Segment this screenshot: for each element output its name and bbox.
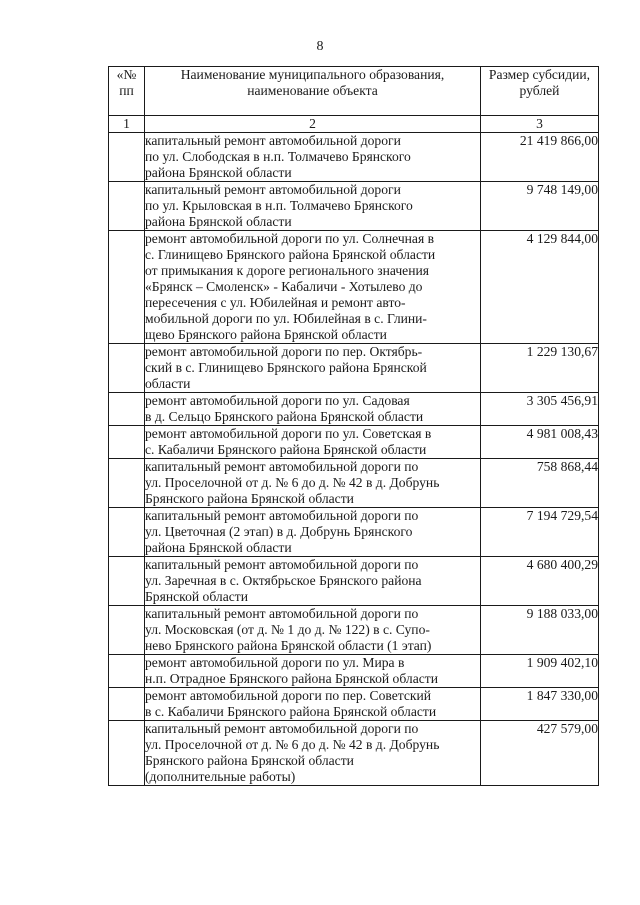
object-name-line: капитальный ремонт автомобильной дороги по — [145, 557, 419, 572]
subsidy-amount-cell: 1 847 330,00 — [481, 688, 599, 721]
column-number: 1 — [109, 116, 145, 133]
object-name-line: с. Глинищево Брянского района Брянской области — [145, 247, 436, 262]
subsidy-amount-cell: 9 748 149,00 — [481, 182, 599, 231]
row-number-cell — [109, 344, 145, 393]
row-number-cell — [109, 688, 145, 721]
subsidy-amount-cell: 4 680 400,29 — [481, 557, 599, 606]
object-name-line: ремонт автомобильной дороги по ул. Солнечная в — [145, 231, 435, 246]
subsidy-amount-cell: 1 909 402,10 — [481, 655, 599, 688]
object-name-line: (дополнительные работы) — [145, 769, 296, 784]
object-name-line: нево Брянского района Брянской области (1 этап) — [145, 638, 432, 653]
object-name-line: с. Кабаличи Брянского района Брянской области — [145, 442, 427, 457]
object-name-line: мобильной дороги по ул. Юбилейная в с. Глини- — [145, 311, 427, 326]
table-header-row — [109, 67, 599, 116]
header-text-line: пп — [119, 83, 134, 98]
header-text-line: Наименование муниципального образования, — [180, 67, 445, 82]
object-name-cell — [145, 606, 481, 655]
table-row — [109, 231, 599, 344]
table-body — [109, 133, 599, 786]
object-name-line: капитальный ремонт автомобильной дороги по — [145, 508, 419, 523]
header-number — [109, 67, 145, 116]
subsidy-amount-cell: 4 981 008,43 — [481, 426, 599, 459]
table-row — [109, 655, 599, 688]
table-row — [109, 508, 599, 557]
table-row — [109, 393, 599, 426]
table-row — [109, 688, 599, 721]
object-name-line: района Брянской области — [145, 214, 292, 229]
table-row — [109, 133, 599, 182]
object-name-line: по ул. Слободская в н.п. Толмачево Брянского — [145, 149, 411, 164]
subsidy-amount-cell: 7 194 729,54 — [481, 508, 599, 557]
object-name-line: района Брянской области — [145, 165, 292, 180]
header-amount — [481, 67, 599, 116]
object-name-line: в с. Кабаличи Брянского района Брянской области — [145, 704, 437, 719]
row-number-cell — [109, 426, 145, 459]
subsidy-amount-cell: 9 188 033,00 — [481, 606, 599, 655]
row-number-cell — [109, 655, 145, 688]
object-name-line: капитальный ремонт автомобильной дороги — [145, 182, 401, 197]
object-name-cell — [145, 393, 481, 426]
object-name-cell — [145, 557, 481, 606]
row-number-cell — [109, 557, 145, 606]
object-name-line: ул. Проселочной от д. № 6 до д. № 42 в д. Добрунь — [145, 737, 440, 752]
subsidy-amount-cell: 4 129 844,00 — [481, 231, 599, 344]
column-number: 2 — [145, 116, 481, 133]
object-name-line: капитальный ремонт автомобильной дороги по — [145, 721, 419, 736]
object-name-line: ремонт автомобильной дороги по ул. Советская в — [145, 426, 432, 441]
object-name-line: ремонт автомобильной дороги по ул. Садовая — [145, 393, 410, 408]
object-name-line: капитальный ремонт автомобильной дороги — [145, 133, 401, 148]
object-name-line: ремонт автомобильной дороги по пер. Октябрь- — [145, 344, 423, 359]
object-name-line: н.п. Отрадное Брянского района Брянской области — [145, 671, 438, 686]
subsidy-amount-cell: 21 419 866,00 — [481, 133, 599, 182]
row-number-cell — [109, 182, 145, 231]
object-name-cell — [145, 231, 481, 344]
row-number-cell — [109, 508, 145, 557]
object-name-cell — [145, 459, 481, 508]
object-name-line: пересечения с ул. Юбилейная и ремонт авто- — [145, 295, 406, 310]
object-name-line: района Брянской области — [145, 540, 292, 555]
object-name-line: Брянского района Брянской области — [145, 491, 354, 506]
object-name-line: капитальный ремонт автомобильной дороги по — [145, 606, 419, 621]
row-number-cell — [109, 231, 145, 344]
subsidy-amount-cell: 1 229 130,67 — [481, 344, 599, 393]
object-name-cell — [145, 721, 481, 786]
header-text-line: рублей — [519, 83, 560, 98]
object-name-cell — [145, 182, 481, 231]
subsidy-amount-cell: 758 868,44 — [481, 459, 599, 508]
row-number-cell — [109, 606, 145, 655]
object-name-cell — [145, 426, 481, 459]
object-name-line: Брянской области — [145, 589, 248, 604]
object-name-line: ский в с. Глинищево Брянского района Брянской — [145, 360, 427, 375]
table-row — [109, 182, 599, 231]
object-name-cell — [145, 688, 481, 721]
table-row — [109, 721, 599, 786]
table-row — [109, 557, 599, 606]
object-name-line: ул. Цветочная (2 этап) в д. Добрунь Брянского — [145, 524, 413, 539]
table-row — [109, 459, 599, 508]
subsidy-amount-cell: 3 305 456,91 — [481, 393, 599, 426]
row-number-cell — [109, 393, 145, 426]
object-name-line: от примыкания к дороге регионального значения — [145, 263, 430, 278]
object-name-line: капитальный ремонт автомобильной дороги по — [145, 459, 419, 474]
object-name-line: ул. Московская (от д. № 1 до д. № 122) в с. Супо- — [145, 622, 430, 637]
object-name-cell — [145, 133, 481, 182]
row-number-cell — [109, 459, 145, 508]
subsidy-amount-cell: 427 579,00 — [481, 721, 599, 786]
header-text-line: наименование объекта — [247, 83, 378, 98]
object-name-line: ремонт автомобильной дороги по пер. Советский — [145, 688, 432, 703]
page-number: 8 — [316, 39, 324, 54]
table-row — [109, 344, 599, 393]
object-name-line: по ул. Крыловская в н.п. Толмачево Брянского — [145, 198, 413, 213]
object-name-line: щево Брянского района Брянской области — [145, 327, 387, 342]
object-name-cell — [145, 508, 481, 557]
object-name-line: в д. Сельцо Брянского района Брянской области — [145, 409, 424, 424]
table-row — [109, 426, 599, 459]
header-text-line: «№ — [116, 67, 137, 82]
subsidy-table — [108, 66, 599, 786]
object-name-line: Брянского района Брянской области — [145, 753, 354, 768]
object-name-line: ул. Проселочной от д. № 6 до д. № 42 в д. Добрунь — [145, 475, 440, 490]
column-number: 3 — [481, 116, 599, 133]
header-text-line: Размер субсидии, — [488, 67, 591, 82]
row-number-cell — [109, 721, 145, 786]
object-name-line: «Брянск – Смоленск» - Кабаличи - Хотылево до — [145, 279, 423, 294]
object-name-cell — [145, 655, 481, 688]
object-name-line: ремонт автомобильной дороги по ул. Мира в — [145, 655, 405, 670]
header-name — [145, 67, 481, 116]
object-name-line: области — [145, 376, 191, 391]
object-name-line: ул. Заречная в с. Октябрьское Брянского района — [145, 573, 422, 588]
column-number-row — [109, 116, 599, 133]
object-name-cell — [145, 344, 481, 393]
row-number-cell — [109, 133, 145, 182]
table-row — [109, 606, 599, 655]
